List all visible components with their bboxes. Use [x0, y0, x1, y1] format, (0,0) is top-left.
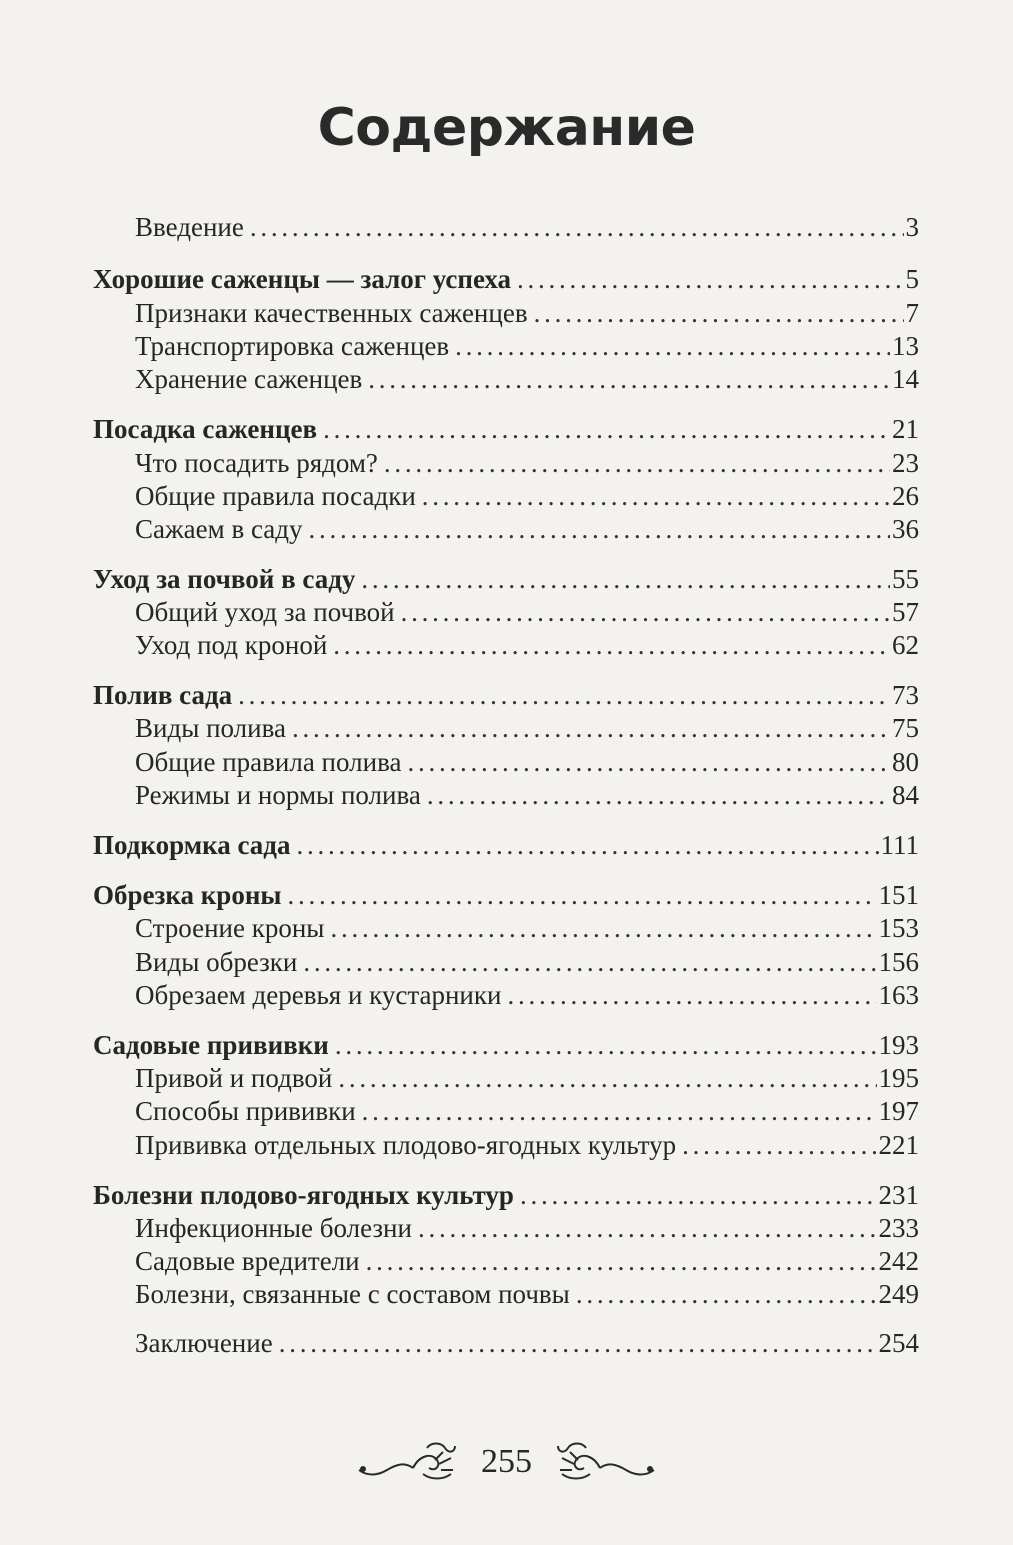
toc-section-entry — [135, 595, 919, 629]
toc-entry-page-number: 197 — [878, 1096, 919, 1126]
toc-section-entry — [135, 945, 919, 979]
toc-section-entry — [135, 1277, 919, 1311]
toc-entry-label: Болезни плодово-ягодных культур — [93, 1180, 514, 1210]
toc-entry-label: Виды полива — [135, 713, 286, 743]
toc-entry-label: Сажаем в саду — [135, 514, 303, 544]
toc-entry-page-number: 193 — [878, 1030, 919, 1060]
page-number: 255 — [481, 1443, 532, 1480]
toc-entry-page-number: 62 — [892, 630, 919, 660]
toc-entry-label: Хорошие саженцы — залог успеха — [93, 264, 512, 294]
toc-chapter-entry — [93, 678, 919, 712]
toc-entry-page-number: 249 — [878, 1279, 919, 1309]
dot-leader — [368, 362, 890, 396]
toc-entry-page-number: 55 — [892, 564, 919, 594]
toc-entry-label: Полив сада — [93, 680, 233, 710]
toc-entry-page-number: 36 — [892, 514, 919, 544]
dot-leader — [335, 1028, 877, 1062]
toc-chapter-entry — [93, 262, 919, 296]
toc-entry-label: Уход под кроной — [135, 630, 328, 660]
page-title: Содержание — [317, 98, 696, 158]
toc-chapter-entry — [93, 828, 919, 862]
toc-entry-page-number: 151 — [878, 880, 919, 910]
toc-entry-label: Прививка отдельных плодово-ягодных культур — [135, 1130, 677, 1160]
toc-section-entry — [135, 512, 919, 546]
toc-entry-label: Транспортировка саженцев — [135, 331, 450, 361]
dot-leader — [330, 911, 876, 945]
dot-leader — [534, 296, 904, 330]
dot-leader — [303, 945, 876, 979]
dot-leader — [384, 446, 890, 480]
dot-leader — [682, 1128, 876, 1162]
toc-entry-page-number: 242 — [878, 1246, 919, 1276]
toc-entry-label: Общие правила посадки — [135, 481, 416, 511]
toc-section-entry — [135, 210, 919, 244]
toc-chapter-entry — [93, 1028, 919, 1062]
toc-section-entry — [135, 446, 919, 480]
dot-leader — [279, 1326, 877, 1360]
toc-chapter-entry — [93, 1178, 919, 1212]
dot-leader — [250, 210, 904, 244]
dot-leader — [418, 1211, 877, 1245]
toc-section-entry — [135, 1094, 919, 1128]
toc-entry-page-number: 221 — [878, 1130, 919, 1160]
toc-chapter-entry — [93, 878, 919, 912]
toc-entry-label: Способы прививки — [135, 1096, 356, 1126]
dot-leader — [287, 878, 876, 912]
dot-leader — [455, 329, 890, 363]
toc-section-entry — [135, 711, 919, 745]
toc-entry-label: Обрезка кроны — [93, 880, 282, 910]
dot-leader — [422, 479, 890, 513]
toc-entry-page-number: 233 — [878, 1213, 919, 1243]
toc-section-entry — [135, 778, 919, 812]
dot-leader — [517, 262, 903, 296]
toc-entry-label: Общие правила полива — [135, 747, 402, 777]
dot-leader — [520, 1178, 877, 1212]
toc-entry-page-number: 23 — [892, 448, 919, 478]
toc-entry-page-number: 156 — [878, 947, 919, 977]
toc-entry-page-number: 231 — [878, 1180, 919, 1210]
dot-leader — [361, 562, 890, 596]
flourish-ornament-icon — [556, 1442, 656, 1482]
toc-entry-page-number: 57 — [892, 597, 919, 627]
toc-entry-label: Введение — [135, 212, 244, 242]
toc-entry-page-number: 84 — [892, 780, 919, 810]
toc-entry-label: Садовые прививки — [93, 1030, 329, 1060]
dot-leader — [362, 1094, 877, 1128]
toc-section-entry — [135, 1061, 919, 1095]
toc-section-entry — [135, 1326, 919, 1360]
dot-leader — [507, 978, 876, 1012]
toc-entry-page-number: 5 — [905, 264, 919, 294]
toc-entry-page-number: 163 — [878, 980, 919, 1010]
dot-leader — [338, 1061, 876, 1095]
dot-leader — [401, 595, 890, 629]
toc-chapter-entry — [93, 562, 919, 596]
toc-section-entry — [135, 1128, 919, 1162]
toc-chapter-entry — [93, 412, 919, 446]
toc-entry-page-number: 3 — [905, 212, 919, 242]
toc-entry-page-number: 7 — [905, 298, 919, 328]
toc-entry-label: Режимы и нормы полива — [135, 780, 421, 810]
toc-section-entry — [135, 1211, 919, 1245]
dot-leader — [427, 778, 890, 812]
toc-entry-page-number: 21 — [892, 414, 919, 444]
toc-entry-label: Садовые вредители — [135, 1246, 360, 1276]
flourish-ornament-icon — [357, 1442, 457, 1482]
toc-entry-page-number: 13 — [892, 331, 919, 361]
toc-section-entry — [135, 628, 919, 662]
toc-section-entry — [135, 362, 919, 396]
toc-entry-page-number: 254 — [878, 1328, 919, 1358]
toc-entry-page-number: 195 — [878, 1063, 919, 1093]
toc-section-entry — [135, 479, 919, 513]
toc-entry-label: Общий уход за почвой — [135, 597, 395, 627]
dot-leader — [308, 512, 890, 546]
toc-entry-page-number: 75 — [892, 713, 919, 743]
toc-entry-label: Хранение саженцев — [135, 364, 363, 394]
toc-entry-label: Привой и подвой — [135, 1063, 333, 1093]
toc-entry-label: Заключение — [135, 1328, 273, 1358]
dot-leader — [296, 828, 878, 862]
toc-entry-label: Что посадить рядом? — [135, 448, 378, 478]
toc-section-entry — [135, 1244, 919, 1278]
toc-entry-page-number: 80 — [892, 747, 919, 777]
dot-leader — [292, 711, 890, 745]
toc-section-entry — [135, 978, 919, 1012]
dot-leader — [333, 628, 890, 662]
toc-section-entry — [135, 296, 919, 330]
toc-entry-label: Признаки качественных саженцев — [135, 298, 528, 328]
toc-entry-label: Уход за почвой в саду — [93, 564, 356, 594]
dot-leader — [576, 1277, 877, 1311]
dot-leader — [407, 745, 890, 779]
toc-section-entry — [135, 911, 919, 945]
page-footer — [0, 1432, 1013, 1492]
toc-entry-label: Посадка саженцев — [93, 414, 318, 444]
toc-entry-page-number: 26 — [892, 481, 919, 511]
toc-entry-page-number: 111 — [880, 830, 919, 860]
toc-section-entry — [135, 329, 919, 363]
toc-entry-page-number: 73 — [892, 680, 919, 710]
dot-leader — [366, 1244, 877, 1278]
toc-entry-page-number: 153 — [878, 913, 919, 943]
toc-entry-page-number: 14 — [892, 364, 919, 394]
toc-entry-label: Виды обрезки — [135, 947, 298, 977]
toc-entry-label: Подкормка сада — [93, 830, 291, 860]
toc-section-entry — [135, 745, 919, 779]
toc-entry-label: Обрезаем деревья и кустарники — [135, 980, 502, 1010]
toc-entry-label: Инфекционные болезни — [135, 1213, 412, 1243]
dot-leader — [238, 678, 890, 712]
toc-entry-label: Болезни, связанные с составом почвы — [135, 1279, 570, 1309]
toc-entry-label: Строение кроны — [135, 913, 325, 943]
dot-leader — [323, 412, 890, 446]
